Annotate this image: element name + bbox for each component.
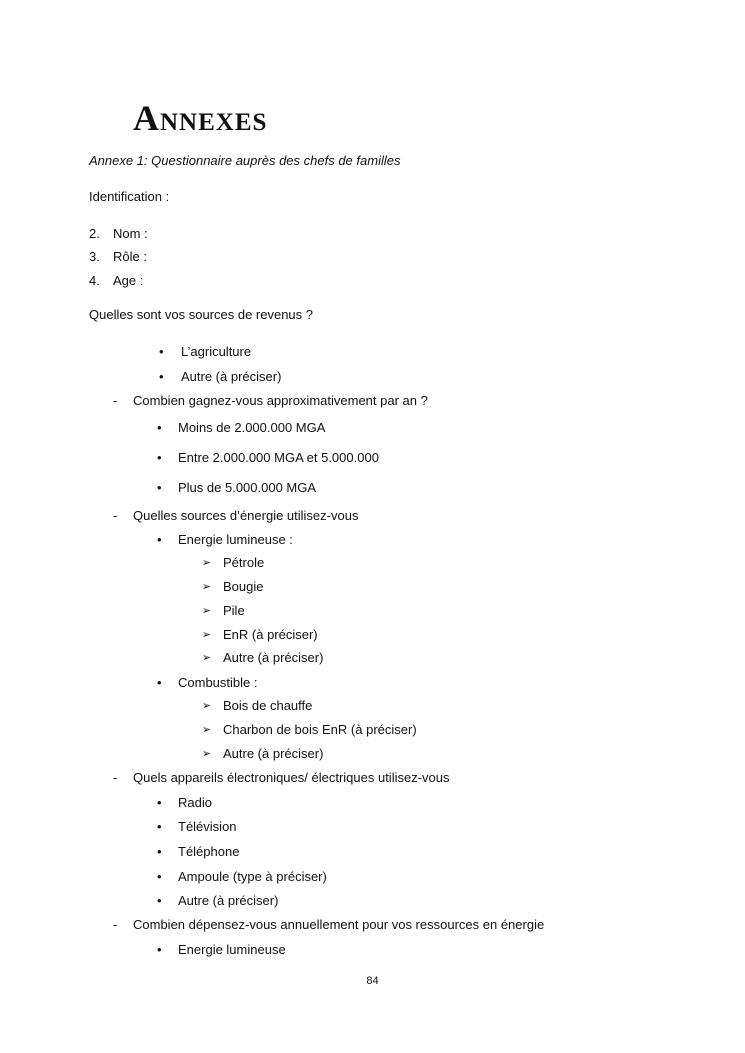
age-field-label: Age : (113, 273, 144, 288)
list-item: Télévision (178, 819, 237, 834)
list-item: Autre (à préciser) (223, 746, 324, 761)
list-item: Autre (à préciser) (178, 893, 279, 908)
list-item: Ampoule (type à préciser) (178, 869, 327, 884)
list-item: Charbon de bois EnR (à préciser) (223, 722, 417, 737)
arrow-icon: ➢ (202, 748, 212, 760)
dash-marker: - (113, 508, 118, 523)
combustible-label: Combustible : (178, 675, 258, 690)
question-appareils: Quels appareils électroniques/ électriques utilisez-vous (133, 770, 450, 785)
arrow-icon: ➢ (202, 581, 212, 593)
question-energie: Quelles sources d’énergie utilisez-vous (133, 508, 359, 523)
list-item: Autre (à préciser) (223, 650, 324, 665)
num-marker: 4. (89, 273, 100, 288)
list-item: Pile (223, 603, 245, 618)
arrow-icon: ➢ (202, 700, 212, 712)
bullet-icon: • (157, 893, 162, 908)
arrow-icon: ➢ (202, 652, 212, 664)
dash-marker: - (113, 917, 118, 932)
arrow-icon: ➢ (202, 605, 212, 617)
bullet-icon: • (157, 450, 162, 465)
arrow-icon: ➢ (202, 557, 212, 569)
identification-label: Identification : (89, 189, 170, 204)
role-field-label: Rôle : (113, 249, 147, 264)
page-number: 84 (366, 975, 379, 987)
list-item: Pétrole (223, 555, 265, 570)
list-item: Bois de chauffe (223, 698, 313, 713)
annexes-heading: Annexes (133, 98, 268, 138)
question-depenses: Combien dépensez-vous annuellement pour vos ressources en énergie (133, 917, 545, 932)
list-item: Bougie (223, 579, 264, 594)
energie-lumineuse-label: Energie lumineuse : (178, 532, 293, 547)
question-gain: Combien gagnez-vous approximativement par an ? (133, 393, 428, 408)
bullet-icon: • (157, 480, 162, 495)
bullet-icon: • (157, 942, 162, 957)
list-item: Entre 2.000.000 MGA et 5.000.000 (178, 450, 379, 465)
bullet-icon: • (159, 344, 164, 359)
arrow-icon: ➢ (202, 724, 212, 736)
arrow-icon: ➢ (202, 629, 212, 641)
bullet-icon: • (159, 369, 164, 384)
bullet-icon: • (157, 844, 162, 859)
question-revenus: Quelles sont vos sources de revenus ? (89, 307, 314, 322)
bullet-icon: • (157, 532, 162, 547)
bullet-icon: • (157, 675, 162, 690)
bullet-icon: • (157, 795, 162, 810)
num-marker: 2. (89, 226, 100, 241)
bullet-icon: • (157, 819, 162, 834)
list-item: Moins de 2.000.000 MGA (178, 420, 326, 435)
bullet-icon: • (157, 869, 162, 884)
list-item: Autre (à préciser) (181, 369, 282, 384)
list-item: Téléphone (178, 844, 240, 859)
nom-field-label: Nom : (113, 226, 148, 241)
list-item: Energie lumineuse (178, 942, 286, 957)
bullet-icon: • (157, 420, 162, 435)
annex-title: Annexe 1: Questionnaire auprès des chefs de familles (89, 153, 401, 168)
list-item: EnR (à préciser) (223, 627, 318, 642)
dash-marker: - (113, 770, 118, 785)
list-item: Radio (178, 795, 212, 810)
dash-marker: - (113, 393, 118, 408)
list-item: L’agriculture (181, 344, 252, 359)
list-item: Plus de 5.000.000 MGA (178, 480, 317, 495)
num-marker: 3. (89, 249, 100, 264)
